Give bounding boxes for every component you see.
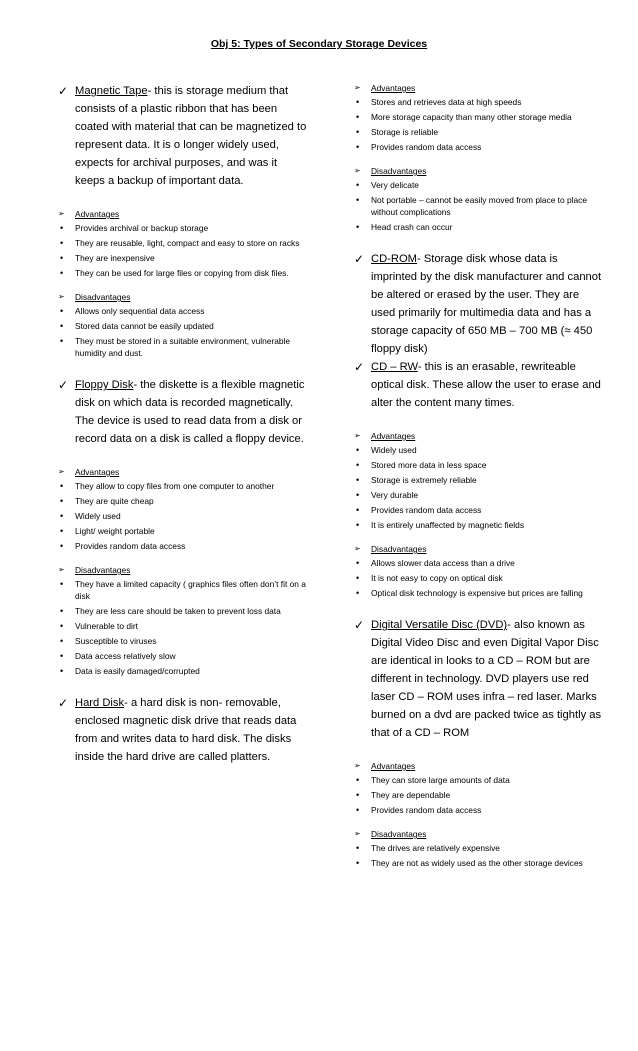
arrow-bullet-icon: ➢ bbox=[354, 83, 361, 92]
checkmark-icon: ✓ bbox=[354, 252, 365, 266]
list-item: • They are dependable bbox=[354, 789, 604, 801]
list-item: • Very delicate bbox=[354, 179, 604, 191]
list-item: • They allow to copy files from one computer to another bbox=[58, 480, 310, 492]
cd-advantages-heading: ➢ Advantages bbox=[354, 431, 416, 441]
dvd-entry bbox=[354, 616, 604, 742]
checkmark-icon: ✓ bbox=[354, 618, 365, 632]
list-item: • Light/ weight portable bbox=[58, 525, 310, 537]
list-item: • Stores and retrieves data at high speeds bbox=[354, 96, 604, 108]
floppy-disk-advantages-list bbox=[58, 480, 310, 552]
magnetic-tape-disadvantages-heading: ➢ Disadvantages bbox=[58, 292, 131, 302]
list-item: • Provides random data access bbox=[354, 141, 604, 153]
checkmark-icon: ✓ bbox=[58, 378, 69, 392]
list-item: • They have a limited capacity ( graphics files often don’t fit on a disk bbox=[58, 578, 310, 602]
arrow-bullet-icon: ➢ bbox=[354, 431, 361, 440]
cd-disadvantages-list bbox=[354, 557, 604, 599]
dvd-advantages-list bbox=[354, 774, 604, 816]
list-item: • Vulnerable to dirt bbox=[58, 620, 310, 632]
cd-advantages-list bbox=[354, 444, 604, 531]
list-item: • They are not as widely used as the other storage devices bbox=[354, 857, 604, 869]
cd-rom-keyword: CD-ROM bbox=[371, 253, 417, 265]
arrow-bullet-icon: ➢ bbox=[58, 565, 65, 574]
list-item: • Widely used bbox=[58, 510, 310, 522]
list-item: • It is not easy to copy on optical disk bbox=[354, 572, 604, 584]
magnetic-tape-entry bbox=[58, 82, 310, 190]
cd-rw-keyword: CD – RW bbox=[371, 361, 418, 373]
list-item: • Data access relatively slow bbox=[58, 650, 310, 662]
page-title: Obj 5: Types of Secondary Storage Devices bbox=[210, 38, 428, 50]
cd-rw-entry bbox=[354, 358, 604, 412]
list-item: • Stored more data in less space bbox=[354, 459, 604, 471]
floppy-disk-keyword: Floppy Disk bbox=[75, 379, 134, 391]
dvd-keyword: Digital Versatile Disc (DVD) bbox=[371, 619, 508, 631]
magnetic-tape-advantages-list bbox=[58, 222, 310, 279]
list-item: • Susceptible to viruses bbox=[58, 635, 310, 647]
hard-disk-advantages-list bbox=[354, 96, 604, 153]
list-item: • Not portable – cannot be easily moved from place to place without complications bbox=[354, 194, 604, 218]
arrow-bullet-icon: ➢ bbox=[58, 292, 65, 301]
magnetic-tape-advantages-heading: ➢ Advantages bbox=[58, 209, 120, 219]
cd-rom-entry bbox=[354, 250, 604, 358]
cd-rw-text: - this is an erasable, rewriteable optical disk. These allow the user to erase and alter the content many times. bbox=[371, 361, 601, 409]
arrow-bullet-icon: ➢ bbox=[354, 166, 361, 175]
dvd-advantages-heading: ➢ Advantages bbox=[354, 761, 416, 771]
floppy-disk-text: - the diskette is a flexible magnetic disk on which data is recorded magnetically. The device is used to read data from a disk or record data on a disk is called a floppy device. bbox=[75, 379, 305, 445]
hard-disk-entry bbox=[58, 694, 310, 766]
list-item: • Allows slower data access than a drive bbox=[354, 557, 604, 569]
list-item: • They are less care should be taken to prevent loss data bbox=[58, 605, 310, 617]
floppy-disk-disadvantages-list bbox=[58, 578, 310, 677]
list-item: • Provides random data access bbox=[354, 504, 604, 516]
list-item: • They can be used for large files or copying from disk files. bbox=[58, 267, 310, 279]
list-item: • Very durable bbox=[354, 489, 604, 501]
floppy-disk-entry bbox=[58, 376, 310, 448]
cd-disadvantages-heading: ➢ Disadvantages bbox=[354, 544, 427, 554]
arrow-bullet-icon: ➢ bbox=[354, 544, 361, 553]
floppy-disk-disadvantages-heading: ➢ Disadvantages bbox=[58, 565, 131, 575]
list-item: • Provides random data access bbox=[58, 540, 310, 552]
checkmark-icon: ✓ bbox=[58, 696, 69, 710]
list-item: • They are quite cheap bbox=[58, 495, 310, 507]
list-item: • Data is easily damaged/corrupted bbox=[58, 665, 310, 677]
magnetic-tape-keyword: Magnetic Tape bbox=[75, 85, 148, 97]
list-item: • They are inexpensive bbox=[58, 252, 310, 264]
left-column bbox=[58, 82, 310, 766]
arrow-bullet-icon: ➢ bbox=[354, 761, 361, 770]
list-item: • It is entirely unaffected by magnetic fields bbox=[354, 519, 604, 531]
arrow-bullet-icon: ➢ bbox=[58, 467, 65, 476]
magnetic-tape-text: - this is storage medium that consists of a plastic ribbon that has been coated with material that can be magnetized to represent data. It is o longer widely used, expects for archival purposes, and was it keeps a backup of important data. bbox=[75, 85, 307, 187]
list-item: • Widely used bbox=[354, 444, 604, 456]
hard-disk-disadvantages-heading: ➢ Disadvantages bbox=[354, 166, 427, 176]
list-item: • Provides random data access bbox=[354, 804, 604, 816]
right-column bbox=[354, 82, 604, 872]
list-item: • They can store large amounts of data bbox=[354, 774, 604, 786]
checkmark-icon: ✓ bbox=[354, 360, 365, 374]
dvd-text: - also known as Digital Video Disc and even Digital Vapor Disc are identical in looks to a CD – ROM but are different in technology. DVD players use red laser CD – ROM uses infra – red laser. Marks burned on a dvd are packed twice as tightly as that of a CD – ROM bbox=[371, 619, 602, 739]
arrow-bullet-icon: ➢ bbox=[354, 829, 361, 838]
list-item: • Provides archival or backup storage bbox=[58, 222, 310, 234]
floppy-disk-advantages-heading: ➢ Advantages bbox=[58, 467, 120, 477]
hard-disk-advantages-heading: ➢ Advantages bbox=[354, 83, 416, 93]
magnetic-tape-disadvantages-list bbox=[58, 305, 310, 359]
list-item: • They are reusable, light, compact and easy to store on racks bbox=[58, 237, 310, 249]
arrow-bullet-icon: ➢ bbox=[58, 209, 65, 218]
list-item: • More storage capacity than many other storage media bbox=[354, 111, 604, 123]
checkmark-icon: ✓ bbox=[58, 84, 69, 98]
list-item: • Storage is extremely reliable bbox=[354, 474, 604, 486]
hard-disk-keyword: Hard Disk bbox=[75, 697, 125, 709]
dvd-disadvantages-list bbox=[354, 842, 604, 869]
dvd-disadvantages-heading: ➢ Disadvantages bbox=[354, 829, 427, 839]
cd-rom-text: - Storage disk whose data is imprinted by the disk manufacturer and cannot be altered or erased by the user. They are used primarily for multimedia data and has a storage capacity of 650 MB – 700 MB (≈ 450 floppy disk) bbox=[371, 253, 602, 355]
hard-disk-disadvantages-list bbox=[354, 179, 604, 233]
list-item: • Allows only sequential data access bbox=[58, 305, 310, 317]
list-item: • Stored data cannot be easily updated bbox=[58, 320, 310, 332]
list-item: • Head crash can occur bbox=[354, 221, 604, 233]
list-item: • The drives are relatively expensive bbox=[354, 842, 604, 854]
list-item: • They must be stored in a suitable environment, vulnerable humidity and dust. bbox=[58, 335, 310, 359]
hard-disk-text: - a hard disk is non- removable, enclosed magnetic disk drive that reads data from and writes data to hard disk. The disks inside the hard drive are called platters. bbox=[75, 697, 297, 763]
list-item: • Storage is reliable bbox=[354, 126, 604, 138]
list-item: • Optical disk technology is expensive but prices are falling bbox=[354, 587, 604, 599]
